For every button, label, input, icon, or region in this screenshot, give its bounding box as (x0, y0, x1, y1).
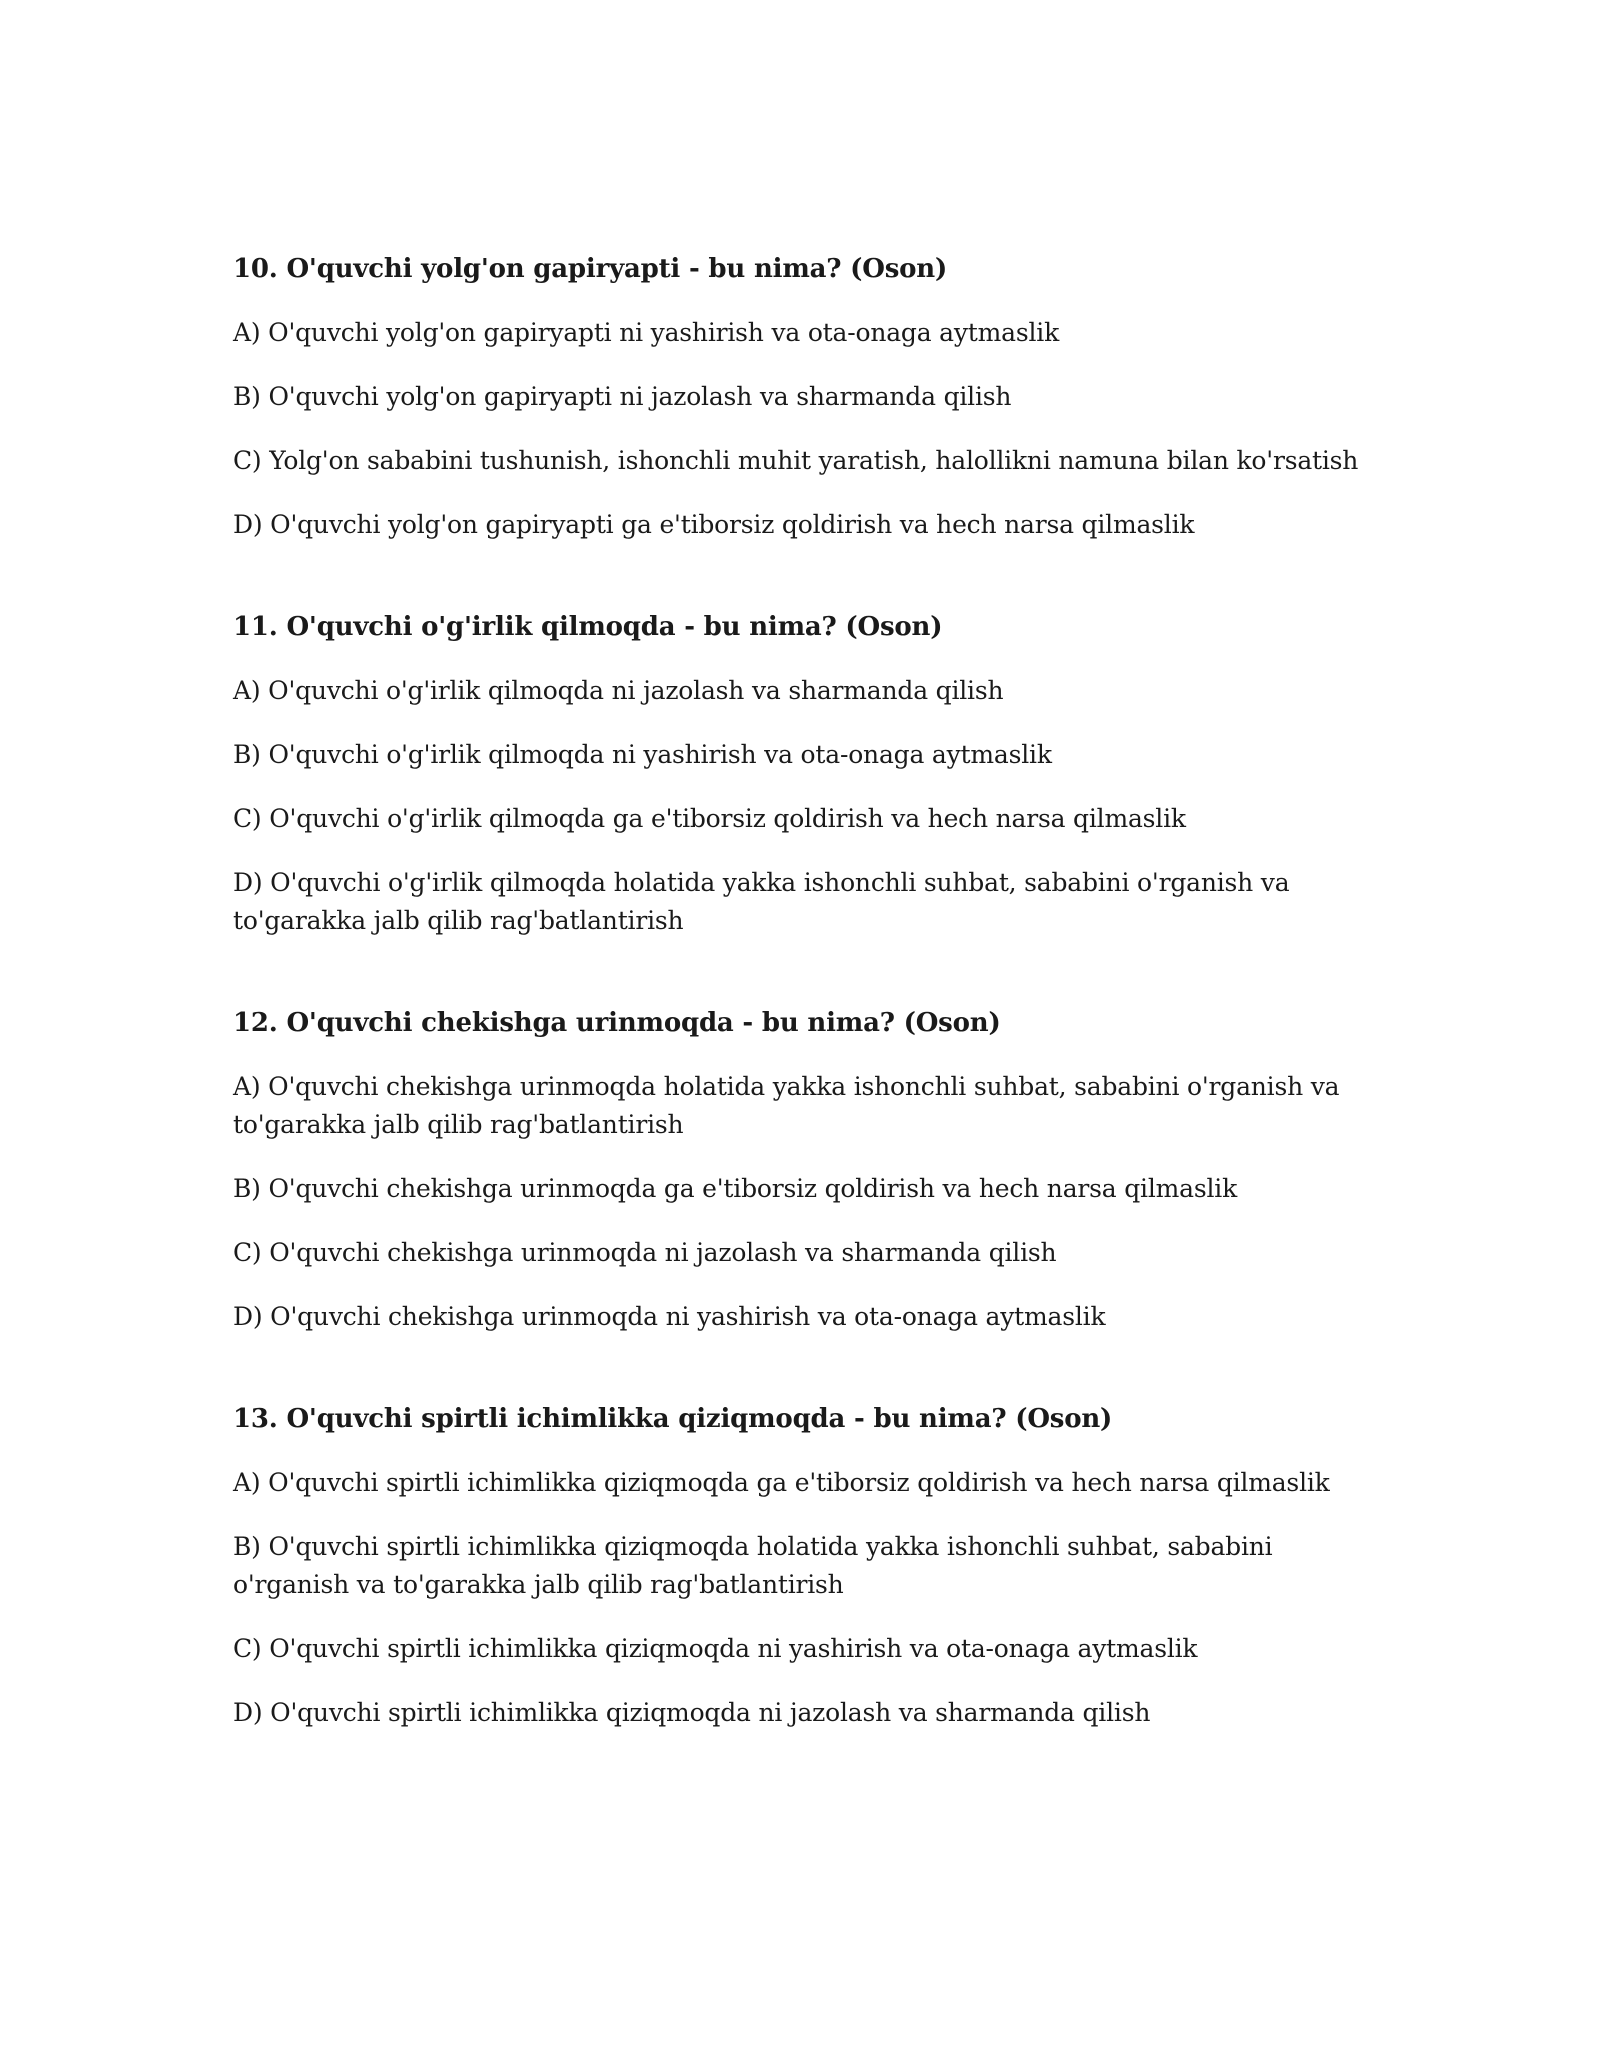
option-a: A) O'quvchi chekishga urinmoqda holatida yakka ishonchli suhbat, sababini o'rganish va to'garakka jalb qilib rag'batlantirish (233, 1072, 1340, 1139)
question-title: 13. O'quvchi spirtli ichimlikka qiziqmoqda - bu nima? (Oson) (233, 1404, 1113, 1434)
option-d: D) O'quvchi o'g'irlik qilmoqda holatida yakka ishonchli suhbat, sababini o'rganish va to'garakka jalb qilib rag'batlantirish (233, 868, 1290, 935)
option-b: B) O'quvchi o'g'irlik qilmoqda ni yashirish va ota-onaga aytmaslik (233, 740, 1052, 769)
option-a: A) O'quvchi o'g'irlik qilmoqda ni jazolash va sharmanda qilish (233, 676, 1004, 705)
option-b: B) O'quvchi spirtli ichimlikka qiziqmoqda holatida yakka ishonchli suhbat, sababini o'rganish va to'garakka jalb qilib rag'batlantirish (233, 1532, 1273, 1599)
option-a: A) O'quvchi spirtli ichimlikka qiziqmoqda ga e'tiborsiz qoldirish va hech narsa qilmaslik (233, 1468, 1330, 1497)
option-c: C) O'quvchi o'g'irlik qilmoqda ga e'tiborsiz qoldirish va hech narsa qilmaslik (233, 804, 1186, 833)
option-d: D) O'quvchi chekishga urinmoqda ni yashirish va ota-onaga aytmaslik (233, 1302, 1106, 1331)
question-10 (233, 250, 1373, 544)
question-13 (233, 1400, 1373, 1732)
option-d: D) O'quvchi spirtli ichimlikka qiziqmoqda ni jazolash va sharmanda qilish (233, 1698, 1151, 1727)
option-c: C) O'quvchi chekishga urinmoqda ni jazolash va sharmanda qilish (233, 1238, 1057, 1267)
question-title: 12. O'quvchi chekishga urinmoqda - bu nima? (Oson) (233, 1008, 1001, 1038)
document-page (233, 250, 1373, 1796)
option-b: B) O'quvchi chekishga urinmoqda ga e'tiborsiz qoldirish va hech narsa qilmaslik (233, 1174, 1238, 1203)
option-c: C) Yolg'on sababini tushunish, ishonchli muhit yaratish, halollikni namuna bilan ko'rsatish (233, 446, 1359, 475)
question-title: 10. O'quvchi yolg'on gapiryapti - bu nima? (Oson) (233, 254, 948, 284)
question-title: 11. O'quvchi o'g'irlik qilmoqda - bu nima? (Oson) (233, 612, 943, 642)
option-c: C) O'quvchi spirtli ichimlikka qiziqmoqda ni yashirish va ota-onaga aytmaslik (233, 1634, 1198, 1663)
question-11 (233, 608, 1373, 940)
option-b: B) O'quvchi yolg'on gapiryapti ni jazolash va sharmanda qilish (233, 382, 1012, 411)
option-a: A) O'quvchi yolg'on gapiryapti ni yashirish va ota-onaga aytmaslik (233, 318, 1060, 347)
option-d: D) O'quvchi yolg'on gapiryapti ga e'tiborsiz qoldirish va hech narsa qilmaslik (233, 510, 1195, 539)
question-12 (233, 1004, 1373, 1336)
